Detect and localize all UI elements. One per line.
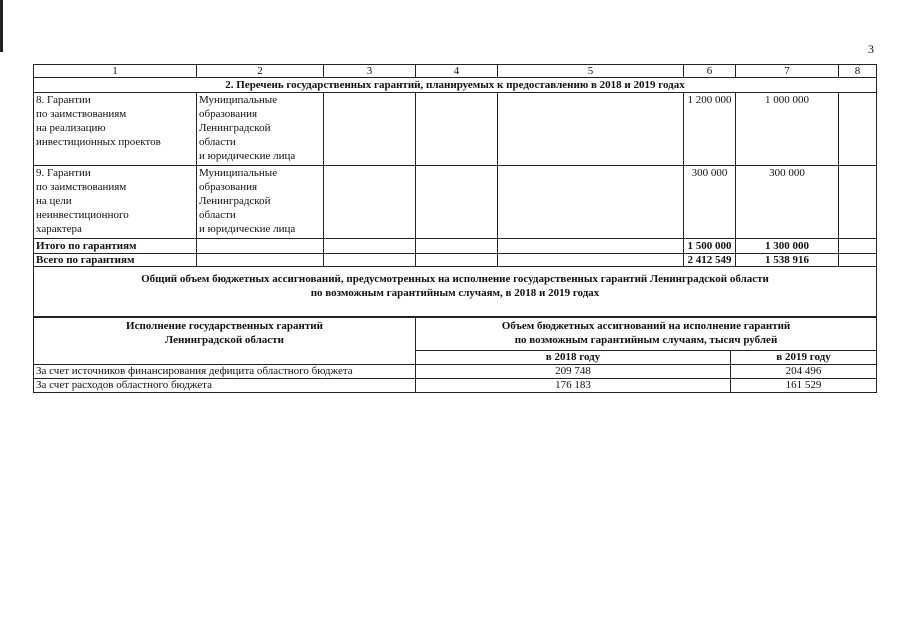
page-number: 3 [868, 42, 874, 56]
guarantee-name [34, 166, 197, 239]
year-2018-header: в 2018 году [416, 351, 731, 365]
execution-amount-2018: 209 748 [416, 365, 731, 379]
execution-source-label: За счет расходов областного бюджета [34, 379, 416, 393]
grand-total-row [34, 254, 877, 267]
execution-amount-2019: 161 529 [731, 379, 877, 393]
table-row [34, 93, 877, 166]
guarantee-name-line: неинвестиционного [36, 209, 129, 221]
execution-left-header-line: Ленинградской области [165, 334, 284, 346]
guarantee-name-line: инвестиционных проектов [36, 136, 161, 148]
recipient-line: образования [199, 181, 258, 193]
guarantee-name [34, 93, 197, 166]
guarantee-name-line: на цели [36, 195, 72, 207]
scan-edge-mark [0, 0, 3, 52]
empty-cell [839, 166, 877, 239]
col-header-2: 2 [197, 65, 324, 78]
execution-left-header-line: Исполнение государственных гарантий [126, 320, 323, 332]
col-header-5: 5 [498, 65, 684, 78]
execution-amount-2018: 176 183 [416, 379, 731, 393]
amount-2019: 1 000 000 [736, 93, 839, 166]
recipient-line: Муниципальные [199, 167, 278, 179]
recipient-category [197, 93, 324, 166]
col-header-3: 3 [324, 65, 416, 78]
execution-table [33, 316, 877, 393]
guarantee-name-line: характера [36, 223, 82, 235]
summary-title-line: по возможным гарантийным случаям, в 2018 и 2019 годах [310, 287, 600, 299]
empty-cell [416, 239, 498, 254]
empty-cell [324, 254, 416, 267]
guarantee-name-line: по заимствованиям [36, 181, 127, 193]
guarantees-table [33, 64, 877, 318]
execution-right-header [416, 317, 877, 351]
empty-cell [498, 93, 684, 166]
subtotal-2019: 1 300 000 [736, 239, 839, 254]
table-row [34, 379, 877, 393]
guarantee-name-line: на реализацию [36, 122, 106, 134]
guarantee-name-line: 8. Гарантии [36, 94, 91, 106]
empty-cell [498, 166, 684, 239]
year-2019-header: в 2019 году [731, 351, 877, 365]
execution-header-row [34, 317, 877, 351]
recipient-line: и юридические лица [199, 150, 296, 162]
subtotal-label: Итого по гарантиям [34, 239, 197, 254]
guarantee-name-line: по заимствованиям [36, 108, 127, 120]
summary-title-line: Общий объем бюджетных ассигнований, предусмотренных на исполнение государственных гарантий Ленинградской области [141, 273, 769, 285]
empty-cell [416, 93, 498, 166]
recipient-category [197, 166, 324, 239]
column-number-row [34, 65, 877, 78]
recipient-line: образования [199, 108, 258, 120]
empty-cell [324, 93, 416, 166]
summary-title [34, 267, 877, 318]
empty-cell [839, 254, 877, 267]
col-header-1: 1 [34, 65, 197, 78]
empty-cell [324, 166, 416, 239]
amount-2019: 300 000 [736, 166, 839, 239]
grand-total-2018: 2 412 549 [684, 254, 736, 267]
recipient-line: и юридические лица [199, 223, 296, 235]
recipient-line: области [199, 209, 236, 221]
recipient-line: Ленинградской [199, 195, 271, 207]
empty-cell [416, 166, 498, 239]
empty-cell [498, 254, 684, 267]
empty-cell [197, 239, 324, 254]
section-title: 2. Перечень государственных гарантий, планируемых к предоставлению в 2018 и 2019 годах [34, 78, 877, 93]
empty-cell [324, 239, 416, 254]
execution-right-header-line: по возможным гарантийным случаям, тысяч рублей [514, 334, 778, 346]
table-row [34, 365, 877, 379]
subtotal-row [34, 239, 877, 254]
amount-2018: 300 000 [684, 166, 736, 239]
grand-total-label: Всего по гарантиям [34, 254, 197, 267]
execution-source-label: За счет источников финансирования дефицита областного бюджета [34, 365, 416, 379]
empty-cell [197, 254, 324, 267]
empty-cell [839, 93, 877, 166]
recipient-line: Ленинградской [199, 122, 271, 134]
empty-cell [498, 239, 684, 254]
recipient-line: области [199, 136, 236, 148]
table-row [34, 166, 877, 239]
section-title-row [34, 78, 877, 93]
col-header-8: 8 [839, 65, 877, 78]
col-header-7: 7 [736, 65, 839, 78]
col-header-6: 6 [684, 65, 736, 78]
execution-right-header-line: Объем бюджетных ассигнований на исполнение гарантий [501, 320, 791, 332]
grand-total-2019: 1 538 916 [736, 254, 839, 267]
empty-cell [839, 239, 877, 254]
subtotal-2018: 1 500 000 [684, 239, 736, 254]
guarantee-name-line: 9. Гарантии [36, 167, 91, 179]
recipient-line: Муниципальные [199, 94, 278, 106]
execution-left-header [34, 317, 416, 365]
amount-2018: 1 200 000 [684, 93, 736, 166]
execution-amount-2019: 204 496 [731, 365, 877, 379]
col-header-4: 4 [416, 65, 498, 78]
empty-cell [416, 254, 498, 267]
summary-title-row [34, 267, 877, 318]
